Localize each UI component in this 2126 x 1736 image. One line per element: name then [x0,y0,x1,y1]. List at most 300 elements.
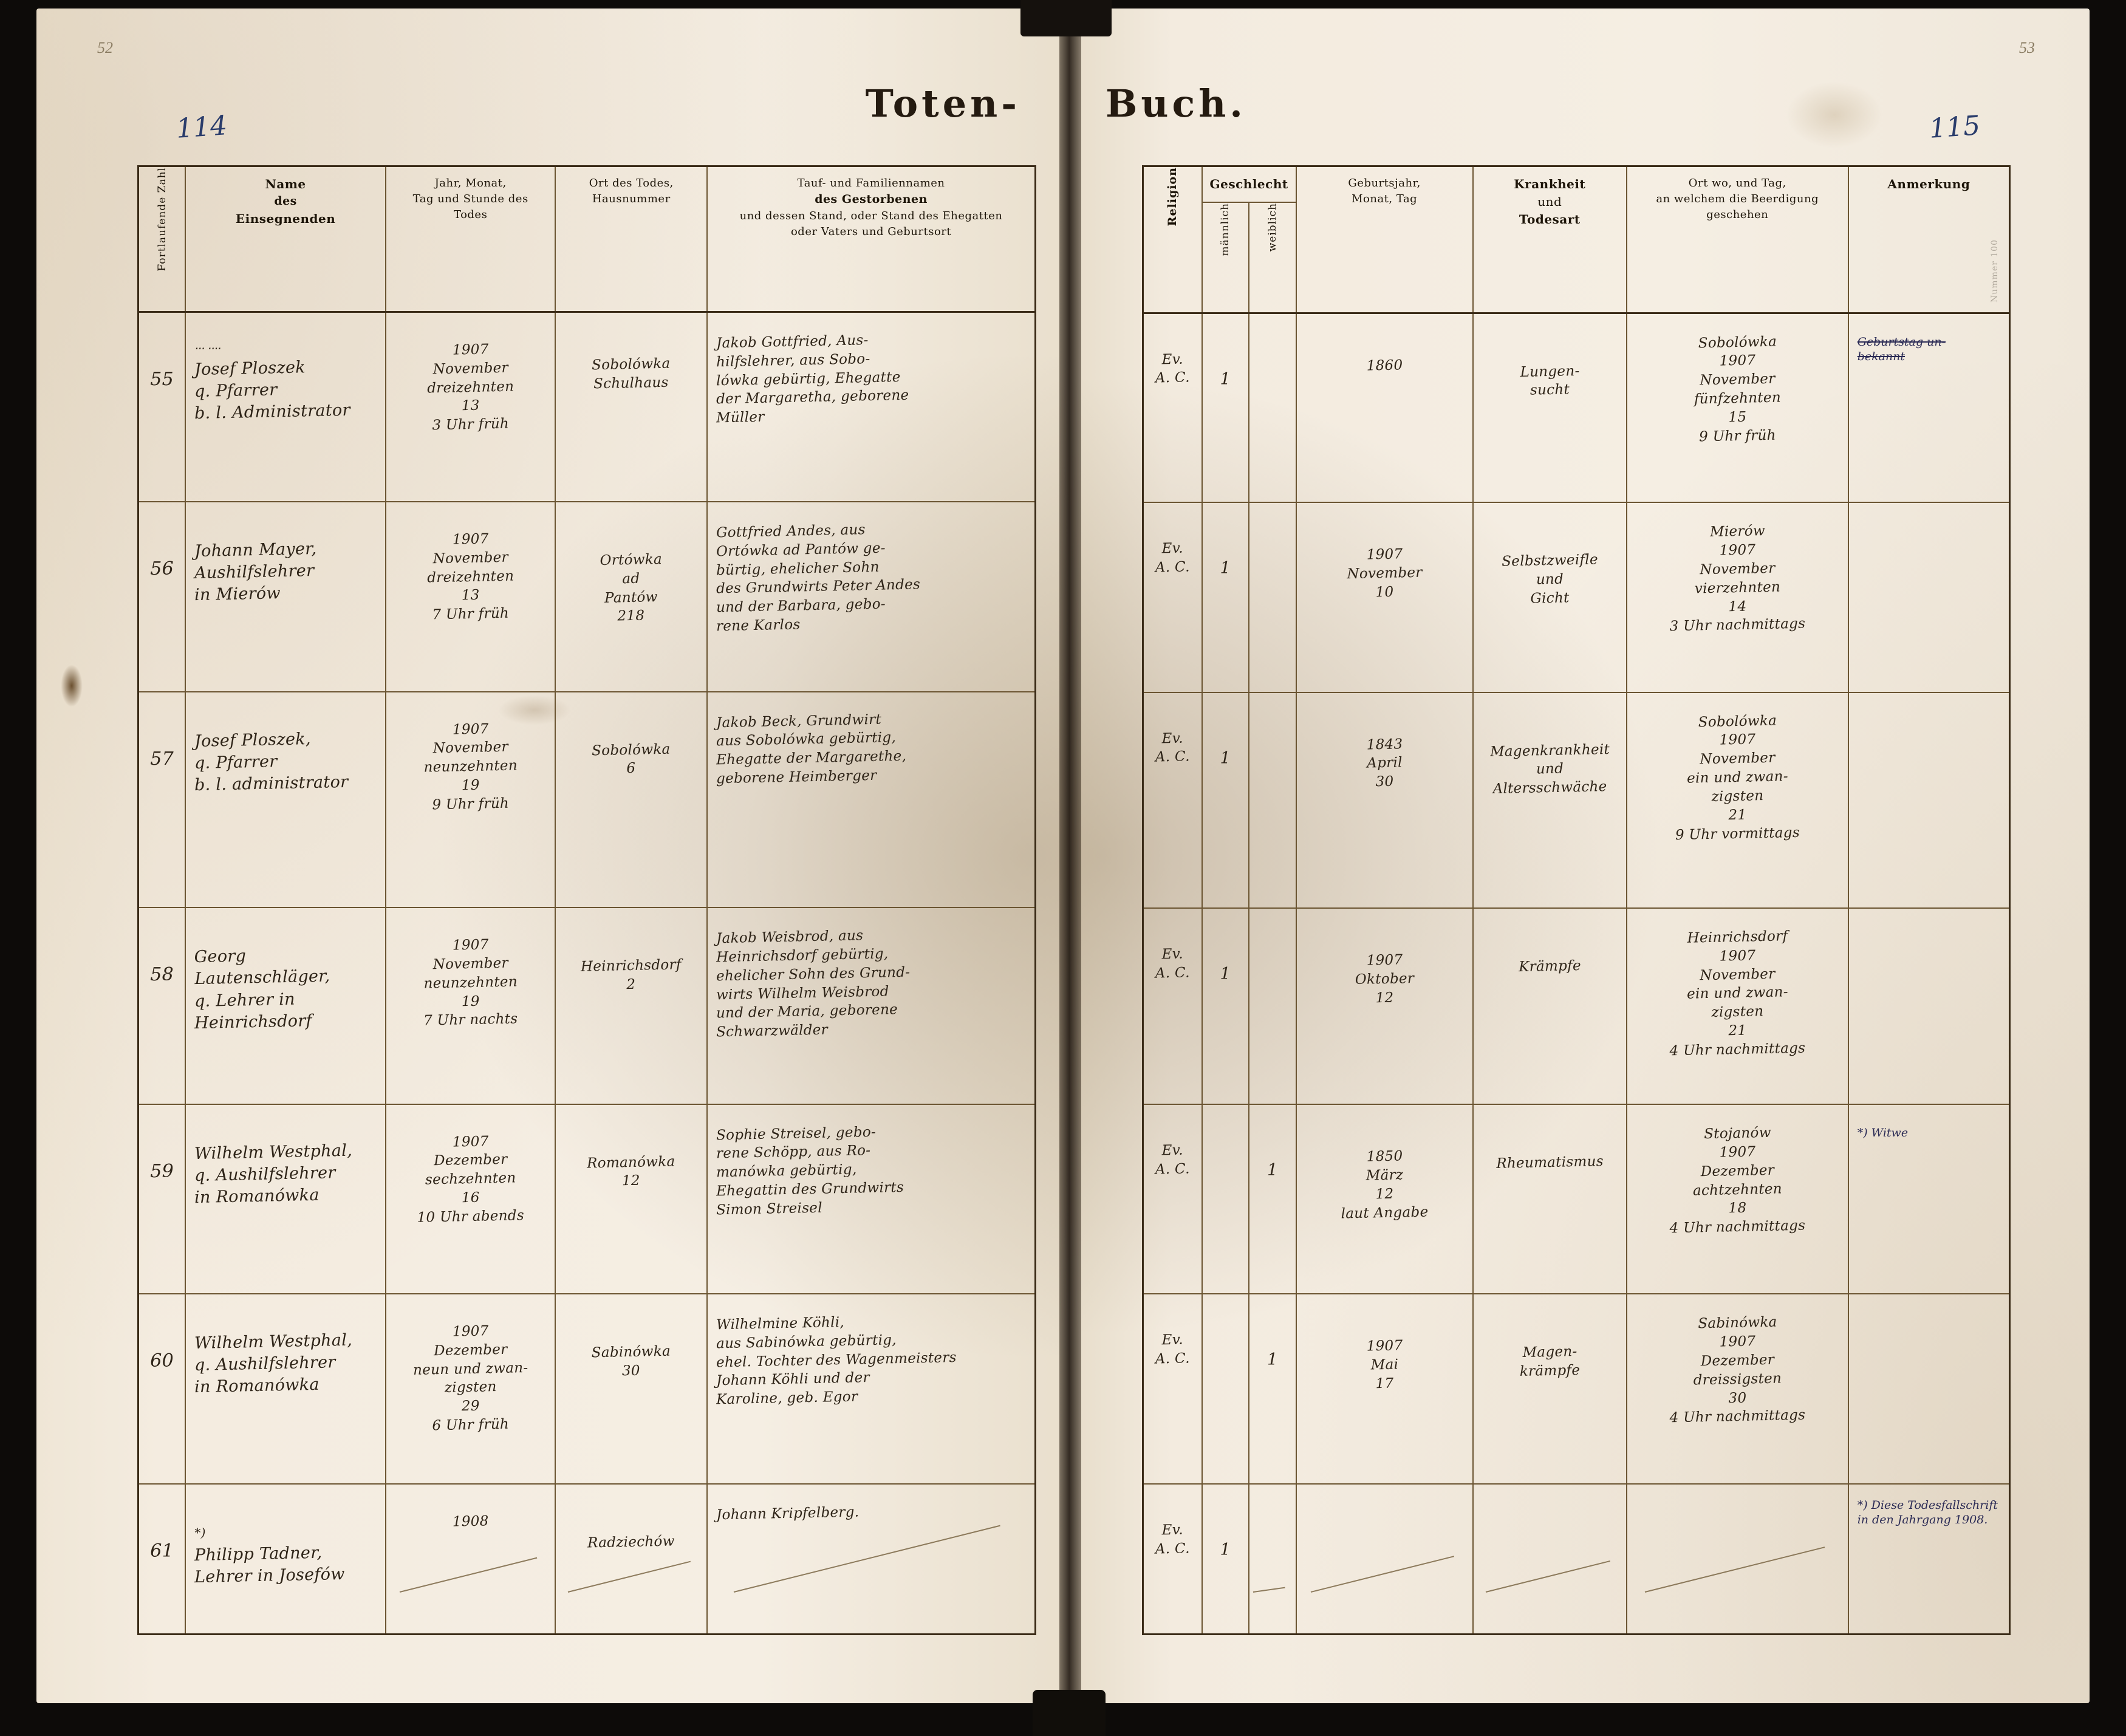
cell-death-place [555,692,707,908]
cell-officiant [185,1484,386,1635]
hw-line: rene Karlos [716,617,801,635]
religion-text [1144,1294,1201,1381]
book-title-right: Buch. [1106,81,1246,126]
cell-sequence-number [138,692,186,908]
right-page [1069,9,2090,1703]
cell-death-place [555,1104,707,1294]
death-date-text [386,1485,555,1543]
hw-line: 1907 [1366,546,1403,563]
cell-illness-cause [1473,502,1627,692]
ruled-out-line [568,1561,691,1593]
cell-burial [1627,1104,1848,1294]
deaths-table-left [137,165,1036,1635]
hw-line: Ev. [1161,1332,1184,1348]
remark-text [1849,1105,2009,1153]
burial-text [1627,1485,1848,1516]
hw-line: November [1699,966,1776,983]
name-status-text [708,692,1034,798]
hw-line: 1843 [1366,736,1403,753]
cell-officiant [185,1104,386,1294]
hw-line: Lehrer in Josefów [194,1564,346,1587]
folio-right: 115 [1928,110,1981,145]
hw-line: 21 [1728,1022,1747,1039]
cell-officiant [185,312,386,502]
hw-line: 12 [622,1173,641,1189]
hw-line: Schwarzwälder [716,1022,829,1041]
hw-line: Sophie Streisel, gebo- [716,1124,877,1143]
religion-text [1144,503,1201,589]
header-death-date: Jahr, Monat, Tag und Stunde des Todes [386,166,556,312]
hw-line: November [1699,750,1776,768]
burial-text [1627,909,1848,1071]
hw-line: 1907 [1719,542,1756,559]
table-row [1143,1294,2010,1483]
cell-death-date [386,1484,556,1635]
cell-male [1202,1294,1249,1483]
burial-text [1627,314,1848,458]
cell-name-and-status [707,1104,1035,1294]
cell-burial [1627,692,1848,908]
hw-line: 18 [1728,1200,1747,1217]
hw-line: A. C. [1155,748,1190,766]
hw-line: manówka gebürtig, [716,1161,857,1181]
cell-remark [1848,1104,2010,1294]
sequence-number: 59 [150,1160,174,1182]
hw-line: sucht [1530,381,1570,398]
cell-sequence-number [138,1484,186,1635]
table-row [138,502,1036,692]
header-female: weiblich [1249,202,1296,313]
cell-birth-date [1296,1484,1473,1635]
hw-line: Ev. [1161,1142,1184,1159]
hw-line: Philipp Tadner, [194,1543,323,1565]
cell-burial [1627,313,1848,502]
hw-line: aus Sobolówka gebürtig, [716,730,897,750]
hw-line: Heinrichsdorf [581,957,682,975]
hw-line: laut Angabe [1340,1204,1429,1222]
hw-line: und [1536,760,1564,777]
cell-female [1249,1484,1296,1635]
hw-line: 3 Uhr früh [432,415,510,434]
hw-line: Ev. [1161,1522,1184,1539]
cell-death-place [555,1484,707,1635]
cell-illness-cause [1473,313,1627,502]
cell-officiant [185,692,386,908]
hw-line: A. C. [1155,1350,1190,1367]
hw-line: Ev. [1161,730,1184,747]
cell-illness-cause [1473,1104,1627,1294]
cell-birth-date [1296,1294,1473,1483]
table-row [1143,502,2010,692]
female-mark [1249,909,1296,963]
burial-text [1627,503,1848,647]
death-place-text [556,313,706,405]
cell-religion [1143,1484,1202,1635]
illness-text [1474,314,1626,412]
hw-line: Dezember [433,1152,508,1169]
hw-line: 30 [1375,773,1394,790]
cell-illness-cause [1473,1484,1627,1635]
hw-line: Sobolówka [1698,713,1777,730]
hw-line: Jakob Weisbrod, aus [716,928,864,947]
hw-line: krämpfe [1519,1362,1581,1380]
name-status-text [708,908,1034,1051]
hw-line: dreissigsten [1693,1370,1782,1389]
birth-date-text [1297,1485,1472,1539]
birth-date-text [1297,1294,1472,1405]
hw-line: ehelicher Sohn des Grund- [716,964,911,985]
hw-line: Selbstzweifle [1501,552,1598,570]
remark-text [1849,503,2009,536]
table-row [1143,1484,2010,1635]
cell-female [1249,1104,1296,1294]
table-row [138,1294,1036,1484]
cell-remark [1848,1484,2010,1635]
hw-line: ad [622,570,641,587]
hw-line: Magenkrankheit [1489,741,1610,760]
female-mark [1249,1485,1296,1539]
hw-line: 9 Uhr vormittags [1675,824,1800,843]
book-gutter [1059,9,1081,1703]
sequence-number: 55 [150,369,174,390]
hw-line: 1907 [452,531,489,548]
cell-death-place [555,502,707,692]
cell-religion [1143,1104,1202,1294]
hw-line: ein und zwan- [1686,768,1788,787]
name-status-text [708,502,1034,645]
cell-name-and-status [707,312,1035,502]
cell-birth-date [1296,313,1473,502]
hw-line: März [1365,1167,1404,1184]
hw-line: 1907 [1366,1338,1403,1355]
hw-line: 10 Uhr abends [417,1207,525,1226]
officiant-text [186,1105,385,1220]
cell-illness-cause [1473,908,1627,1104]
death-date-text [386,502,555,636]
cell-female [1249,692,1296,908]
hw-line: 14 [1728,598,1747,615]
hw-line: 6 Uhr früh [432,1416,510,1434]
header-officiant: Name des Einsegnenden [185,166,386,312]
table-row [1143,692,2010,908]
hw-line: November [432,955,508,973]
hw-line: 1907 [1719,948,1756,965]
remark-text [1849,314,2009,377]
hw-line: Dezember [1700,1352,1775,1370]
name-status-text [708,1485,1034,1534]
birth-date-text [1297,909,1472,1019]
hw-line: 6 [626,760,636,777]
hw-line: 1907 [1719,1144,1756,1161]
cell-male [1202,502,1249,692]
ruled-out-line [734,1525,1000,1593]
death-place-text [556,1294,706,1393]
illness-text [1474,503,1626,620]
cell-male [1202,1484,1249,1635]
hw-line: Gicht [1530,590,1570,607]
hw-line: Josef Ploszek [194,358,306,379]
hw-line: q. Pfarrer [194,752,278,773]
male-mark: 1 [1220,559,1231,578]
hw-line: Krämpfe [1518,957,1581,976]
hw-line: Schulhaus [593,374,669,392]
cell-name-and-status [707,907,1035,1104]
officiant-text [186,502,385,617]
hw-line: Aushilfslehrer [194,561,315,583]
hw-line: 1907 [452,341,489,358]
hw-line: Dezember [433,1341,508,1359]
burial-text [1627,1105,1848,1249]
table-row [138,1104,1036,1294]
hw-line: und [1536,571,1564,588]
header-male: männlich [1202,202,1249,313]
hw-line: Stojanów [1703,1124,1771,1143]
hw-line: hilfslehrer, aus Sobo- [716,350,870,371]
death-date-text [386,1105,555,1239]
hw-line: bürtig, ehelicher Sohn [716,559,880,578]
remark-line: *) Witwe [1857,1126,1909,1140]
illness-text [1474,1105,1626,1184]
hw-line: wirts Wilhelm Weisbrod [716,983,890,1003]
remark-text [1849,1485,2009,1540]
hw-line: 1907 [452,720,489,738]
header-remark: Anmerkung Nummer 100 [1848,166,2010,313]
cell-sequence-number [138,1294,186,1484]
cell-illness-cause [1473,692,1627,908]
hw-line: November [1699,560,1776,578]
hw-line: zigsten [1711,1003,1764,1021]
cell-sequence-number [138,1104,186,1294]
male-mark [1203,1105,1249,1160]
hw-line: Ortówka [600,551,663,569]
hw-line: Oktober [1355,970,1415,988]
header-burial: Ort wo, und Tag, an welchem die Beerdigung geschehen [1627,166,1848,313]
religion-text [1144,1105,1201,1191]
hw-line: 1908 [452,1512,489,1530]
hw-line: des Grundwirts Peter Andes [716,576,921,597]
hw-line: 1907 [1366,952,1403,969]
cell-death-date [386,1294,556,1484]
header-sequence-number: Fortlaufende Zahl [138,166,186,312]
officiant-text [186,313,385,435]
cell-female [1249,1294,1296,1483]
officiant-text [186,1485,385,1599]
hw-line: Sobolówka [592,741,671,759]
hw-line: Josef Ploszek, [194,729,312,751]
hw-line: und der Maria, geborene [716,1002,898,1022]
cell-sequence-number [138,502,186,692]
hw-line: Radziechów [587,1533,675,1551]
hw-line: b. l. Administrator [194,400,351,423]
cell-remark [1848,908,2010,1104]
name-status-text [708,313,1034,437]
hw-line: Jakob Gottfried, Aus- [716,332,869,352]
death-date-text [386,692,555,826]
male-mark [1203,1294,1249,1349]
cell-sequence-number [138,907,186,1104]
hw-line: aus Sabinówka gebürtig, [716,1331,897,1352]
hw-line: 1907 [452,937,489,954]
hw-line: Sobolówka [592,355,671,374]
burial-text [1627,1294,1848,1438]
hw-line: Sobolówka [1698,333,1777,351]
cell-religion [1143,908,1202,1104]
hw-line: 4 Uhr nachmittags [1669,1407,1806,1426]
hw-line: 1907 [1719,731,1756,749]
hw-line: Lungen- [1520,363,1580,380]
hw-line: Johann Mayer, [194,539,317,561]
hw-line: Müller [716,409,765,426]
cell-officiant [185,907,386,1104]
hw-line: Sabinówka [1697,1314,1777,1332]
hw-line: Gottfried Andes, aus [716,522,866,541]
hw-line: A. C. [1155,965,1190,982]
name-status-text [708,1294,1034,1418]
hw-line: Rheumatismus [1495,1153,1604,1172]
folio-faint-right: 53 [2019,39,2035,56]
cell-birth-date [1296,692,1473,908]
hw-line: neun und zwan- [412,1359,528,1378]
table-row [1143,1104,2010,1294]
hw-line: 9 Uhr früh [432,795,510,813]
header-name-and-status: Tauf- und Familiennamen des Gestorbenen und dessen Stand, oder Stand des Ehegatten oder Vaters und Geburtsort [707,166,1035,312]
table-row [138,312,1036,502]
folio-faint-left: 52 [97,39,113,56]
remark-text [1849,909,2009,941]
remark-line: in den Jahrgang 1908. [1857,1513,1988,1527]
ruled-out-line [1253,1587,1285,1593]
cell-female [1249,502,1296,692]
male-mark: 1 [1220,965,1231,984]
sequence-number: 56 [150,558,174,580]
hw-line: Jakob Beck, Grundwirt [716,711,882,731]
deaths-table-right [1142,165,2011,1635]
cell-death-date [386,1104,556,1294]
hw-line: q. Pfarrer [194,380,278,402]
hw-line: 12 [1375,1186,1394,1203]
hw-line: Ev. [1161,351,1184,367]
death-place-text [556,502,706,638]
hw-line: Ev. [1161,540,1184,557]
death-date-text [386,1294,555,1447]
header-birth-date: Geburtsjahr, Monat, Tag [1296,166,1473,313]
hw-line: A. C. [1155,1161,1190,1178]
male-mark: 1 [1220,369,1231,389]
cell-religion [1143,502,1202,692]
hw-line: 16 [461,1189,480,1206]
hw-line: neunzehnten [423,757,518,776]
hw-line: Heinrichsdorf [1687,928,1788,946]
cell-death-place [555,1294,707,1484]
hw-line: Simon Streisel [716,1200,823,1218]
hw-line: 1907 [1719,1333,1756,1350]
ruled-out-line [1486,1560,1610,1593]
officiant-text [186,908,385,1045]
cell-female [1249,908,1296,1104]
cell-male [1202,692,1249,908]
hw-line: 12 [1375,989,1394,1006]
hw-line: Altersschwäche [1492,779,1607,798]
hw-line: Magen- [1522,1344,1577,1361]
sequence-number: 60 [150,1350,174,1372]
left-page [36,9,1069,1703]
burial-text [1627,693,1848,856]
hw-line: 3 Uhr nachmittags [1669,616,1806,635]
hw-line: Mierów [1709,523,1765,541]
table-row [138,692,1036,908]
hw-line: 7 Uhr früh [432,605,510,623]
cell-death-date [386,692,556,908]
hw-line: dreizehnten [426,568,514,586]
hw-line: 1907 [1719,352,1756,369]
hw-line: Heinrichsdorf [194,1011,313,1033]
hw-line: q. Lehrer in [194,989,296,1011]
table-row [1143,908,2010,1104]
female-mark [1249,693,1296,748]
cell-burial [1627,502,1848,692]
hw-line: 4 Uhr nachmittags [1669,1217,1806,1237]
birth-date-text [1297,693,1472,804]
hw-line: Wilhelm Westphal, [194,1141,353,1163]
death-date-text [386,313,555,446]
sequence-number: 61 [150,1540,174,1562]
hw-line: in Romanówka [194,1185,320,1207]
cell-death-date [386,907,556,1104]
religion-text [1144,909,1201,995]
table-header-row-left [138,166,1036,312]
birth-date-text [1297,1105,1472,1234]
hw-line: April [1366,754,1403,772]
hw-line: November [432,360,508,378]
cell-male [1202,313,1249,502]
male-mark: 1 [1220,748,1231,768]
female-mark [1249,314,1296,369]
hw-line: 218 [617,608,645,624]
table-row [138,1484,1036,1635]
cell-remark [1848,502,2010,692]
religion-text [1144,1485,1201,1571]
illness-text [1474,1485,1626,1545]
hw-line: rene Schöpp, aus Ro- [716,1143,871,1162]
cell-illness-cause [1473,1294,1627,1483]
name-status-text [708,1105,1034,1229]
hw-line: 1850 [1366,1148,1403,1165]
hw-line: 2 [626,976,636,993]
death-place-text [556,1485,706,1564]
hw-line: 9 Uhr früh [1698,427,1776,445]
cell-male [1202,1104,1249,1294]
sequence-number: 58 [150,964,174,986]
hw-line: fünfzehnten [1694,389,1781,408]
hw-line: 30 [1728,1390,1747,1406]
cell-name-and-status [707,1294,1035,1484]
cell-name-and-status [707,1484,1035,1635]
cell-remark [1848,692,2010,908]
hw-line: Mai [1370,1356,1399,1373]
remark-text [1849,693,2009,726]
hw-line: sechzehnten [425,1170,516,1188]
hw-line: 19 [461,993,480,1010]
cell-religion [1143,313,1202,502]
hw-line: q. Aushilfslehrer [194,1163,337,1185]
cell-female [1249,313,1296,502]
hw-line: 17 [1375,1375,1394,1392]
cell-remark [1848,313,2010,502]
hw-line: A. C. [1155,559,1190,576]
hw-line: zigsten [444,1379,497,1396]
cell-death-place [555,907,707,1104]
hw-line: ein und zwan- [1686,984,1788,1003]
